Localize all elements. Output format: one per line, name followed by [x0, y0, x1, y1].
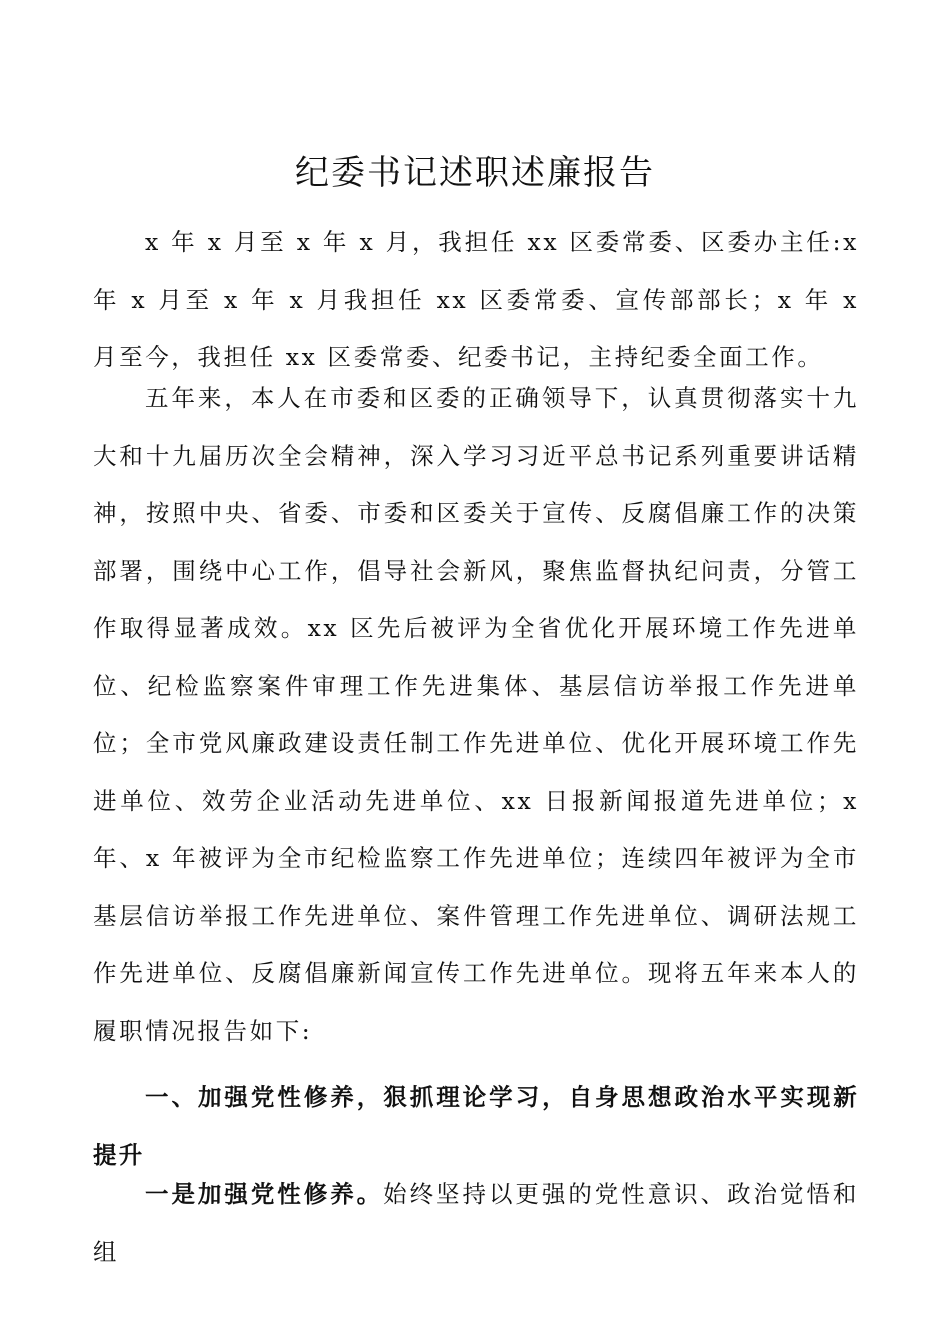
paragraph-party-spirit	[93, 1166, 859, 1281]
document-title: 纪委书记述职述廉报告	[295, 153, 655, 193]
section-heading-1: 一、加强党性修养，狠抓理论学习，自身思想政治水平实现新提升	[93, 1083, 859, 1169]
paragraph-tenure: x 年 x 月至 x 年 x 月，我担任 xx 区委常委、区委办主任:x 年 x 月至 x 年 x 月我担任 xx 区委常委、宣传部部长；x 年 x 月至今，我担任 xx 区委常委、纪委书记，主持纪委全面工作。	[93, 228, 859, 371]
paragraph-achievements: 五年来，本人在市委和区委的正确领导下，认真贯彻落实十九大和十九届历次全会精神，深入学习习近平总书记系列重要讲话精神，按照中央、省委、市委和区委关于宣传、反腐倡廉工作的决策部署，围绕中心工作，倡导社会新风，聚焦监督执纪问责，分管工作取得显著成效。xx 区先后被评为全省优化开展环境工作先进单位、纪检监察案件审理工作先进集体、基层信访举报工作先进单位；全市党风廉政建设责任制工作先进单位、优化开展环境工作先进单位、效劳企业活动先进单位、xx 日报新闻报道先进单位；x 年、x 年被评为全市纪检监察工作先进单位；连续四年被评为全市基层信访举报工作先进单位、案件管理工作先进单位、调研法规工作先进单位、反腐倡廉新闻宣传工作先进单位。现将五年来本人的履职情况报告如下:	[93, 384, 859, 1045]
paragraph-body-text: 始终坚持以更强的党性意识、政治觉悟和组	[93, 1180, 859, 1266]
paragraph-lead-bold: 一是加强党性修养。	[145, 1180, 384, 1208]
